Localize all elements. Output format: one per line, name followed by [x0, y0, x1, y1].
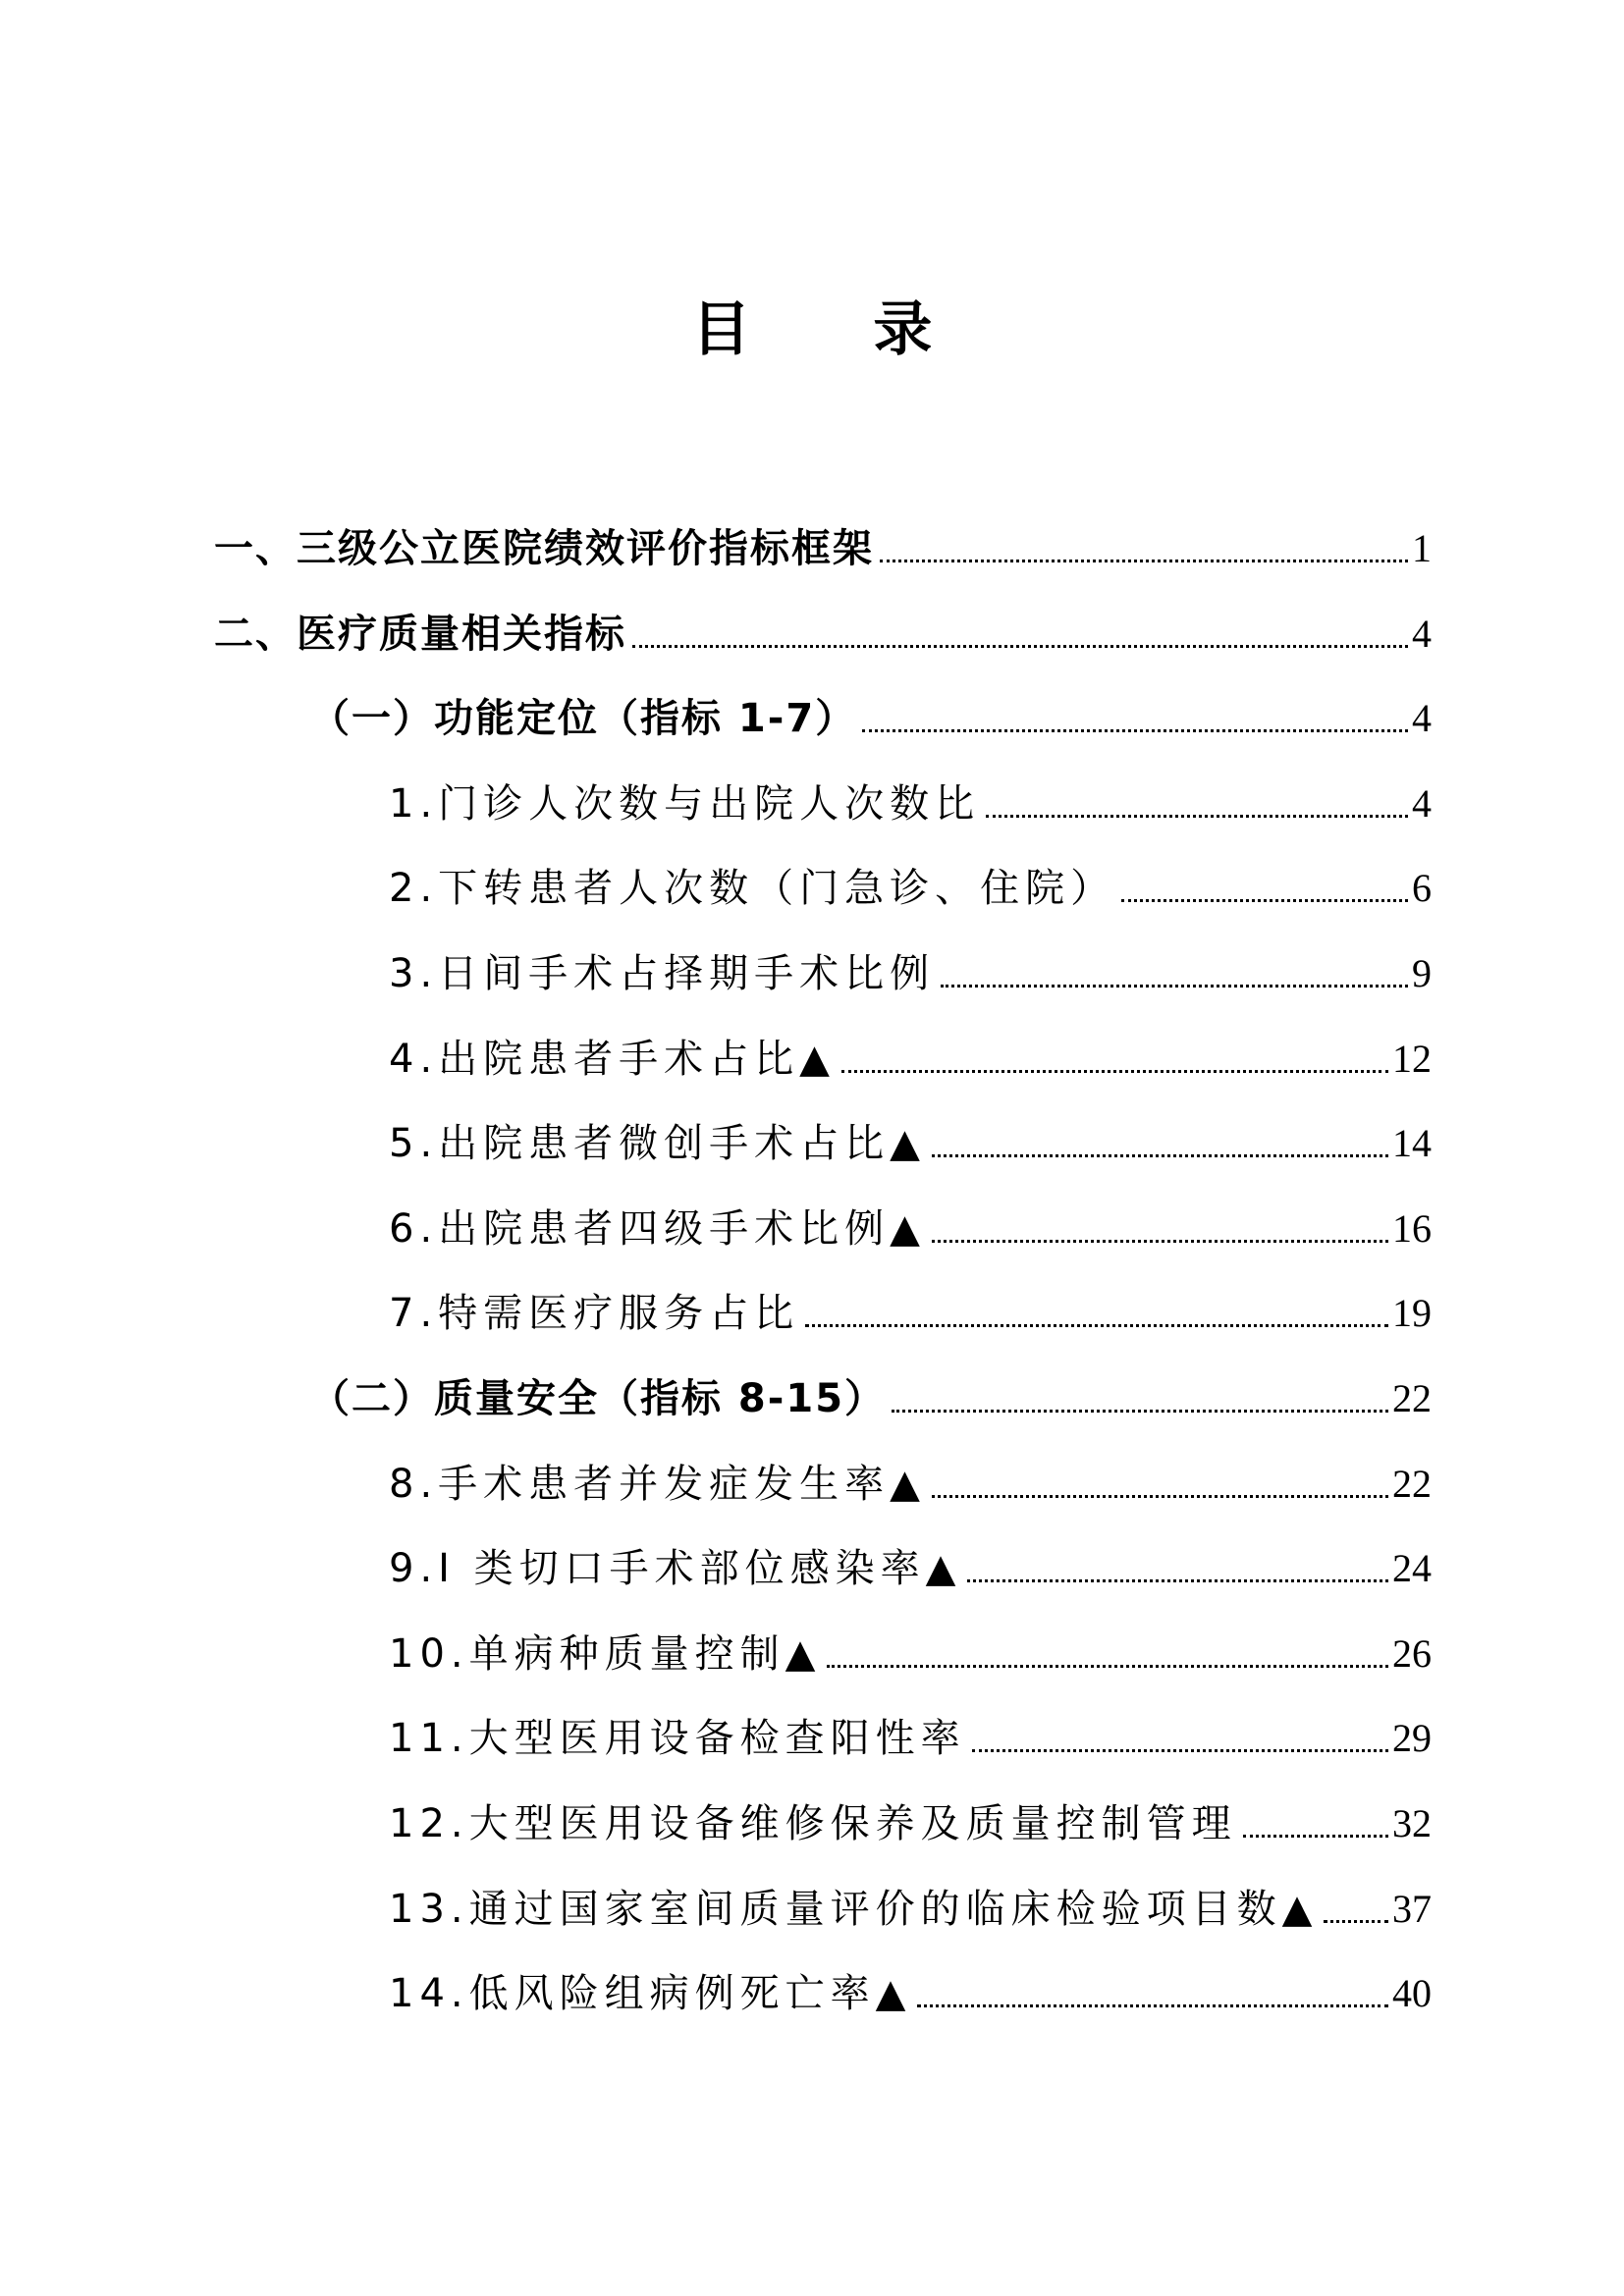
dot-leader — [972, 1749, 1388, 1752]
toc-entry-label: 8.手术患者并发症发生率▲ — [389, 1461, 926, 1507]
toc-entry-page-number: 16 — [1392, 1205, 1432, 1251]
toc-entry-page-number: 19 — [1392, 1291, 1432, 1336]
dot-leader — [880, 560, 1408, 562]
toc-entry-label: （二）质量安全（指标 8-15） — [310, 1376, 887, 1421]
dot-leader — [932, 1154, 1388, 1157]
toc-entry-label: 11.大型医用设备检查阳性率 — [389, 1716, 966, 1762]
toc-entry-page-number: 32 — [1392, 1801, 1432, 1845]
toc-entry-label: 10.单病种质量控制▲ — [389, 1630, 822, 1677]
toc-entry-page-number: 1 — [1412, 526, 1432, 570]
toc-entry-label: 7.特需医疗服务占比 — [389, 1291, 800, 1337]
dot-leader — [632, 645, 1408, 648]
dot-leader — [862, 729, 1408, 732]
toc-entry[interactable] — [389, 857, 1432, 916]
toc-entry[interactable] — [389, 1282, 1432, 1341]
toc-entry[interactable] — [389, 1792, 1432, 1851]
dot-leader — [1243, 1835, 1388, 1838]
toc-entry[interactable] — [389, 1112, 1432, 1171]
dot-leader — [986, 815, 1408, 818]
toc-entry-page-number: 26 — [1392, 1630, 1432, 1676]
dot-leader — [1121, 899, 1408, 902]
toc-entry-label: 12.大型医用设备维修保养及质量控制管理 — [389, 1801, 1237, 1846]
toc-entry-page-number: 24 — [1392, 1546, 1432, 1591]
dot-leader — [827, 1665, 1388, 1668]
toc-entry-page-number: 9 — [1412, 951, 1432, 995]
toc-entry-label: 9.I 类切口手术部位感染率▲ — [389, 1546, 962, 1592]
toc-entry[interactable] — [389, 773, 1432, 831]
toc-entry[interactable] — [310, 1367, 1432, 1426]
toc-entry[interactable] — [389, 1623, 1432, 1682]
toc-entry-page-number: 22 — [1392, 1376, 1432, 1420]
toc-entry-label: 1.门诊人次数与出院人次数比 — [389, 780, 981, 827]
toc-entry-page-number: 12 — [1392, 1036, 1432, 1081]
toc-entry[interactable] — [310, 687, 1432, 746]
toc-entry[interactable] — [389, 1707, 1432, 1766]
toc-entry-label: 5.出院患者微创手术占比▲ — [389, 1121, 926, 1167]
toc-entry-label: 6.出院患者四级手术比例▲ — [389, 1205, 926, 1252]
toc-entry-page-number: 6 — [1412, 866, 1432, 911]
toc-entry-label: 13.通过国家室间质量评价的临床检验项目数▲ — [389, 1886, 1319, 1932]
dot-leader — [932, 1240, 1388, 1243]
toc-entry[interactable] — [389, 1537, 1432, 1596]
toc-entry-label: 3.日间手术占择期手术比例 — [389, 951, 936, 996]
page-title: 目 录 — [691, 295, 984, 364]
dot-leader — [917, 2004, 1388, 2007]
toc-entry-label: 二、医疗质量相关指标 — [214, 611, 626, 657]
toc-entry[interactable] — [214, 517, 1432, 576]
dot-leader — [805, 1324, 1388, 1327]
toc-entry-page-number: 40 — [1392, 1971, 1432, 2016]
toc-entry[interactable] — [389, 942, 1432, 1001]
toc-entry-label: 2.下转患者人次数（门急诊、住院） — [389, 866, 1116, 912]
dot-leader — [892, 1410, 1388, 1413]
toc-entry-page-number: 29 — [1392, 1716, 1432, 1761]
dot-leader — [967, 1579, 1388, 1582]
toc-entry-page-number: 37 — [1392, 1886, 1432, 1931]
toc-entry-page-number: 4 — [1412, 696, 1432, 741]
dot-leader — [932, 1495, 1388, 1498]
toc-entry-label: 14.低风险组病例死亡率▲ — [389, 1971, 912, 2017]
dot-leader — [1324, 1920, 1388, 1923]
dot-leader — [941, 985, 1408, 988]
dot-leader — [841, 1070, 1388, 1073]
toc-entry[interactable] — [389, 1878, 1432, 1937]
toc-entry-page-number: 4 — [1412, 611, 1432, 656]
toc-entry[interactable] — [389, 1453, 1432, 1512]
toc-entry-page-number: 22 — [1392, 1461, 1432, 1506]
toc-entry-label: 4.出院患者手术占比▲ — [389, 1036, 836, 1082]
toc-entry-page-number: 14 — [1392, 1121, 1432, 1166]
toc-entry[interactable] — [214, 603, 1432, 662]
toc-entry[interactable] — [389, 1962, 1432, 2021]
toc-entry-label: 一、三级公立医院绩效评价指标框架 — [214, 526, 874, 571]
toc-entry[interactable] — [389, 1198, 1432, 1256]
toc-entry-page-number: 4 — [1412, 780, 1432, 826]
toc-entry-label: （一）功能定位（指标 1-7） — [310, 696, 857, 742]
toc-entry[interactable] — [389, 1028, 1432, 1087]
